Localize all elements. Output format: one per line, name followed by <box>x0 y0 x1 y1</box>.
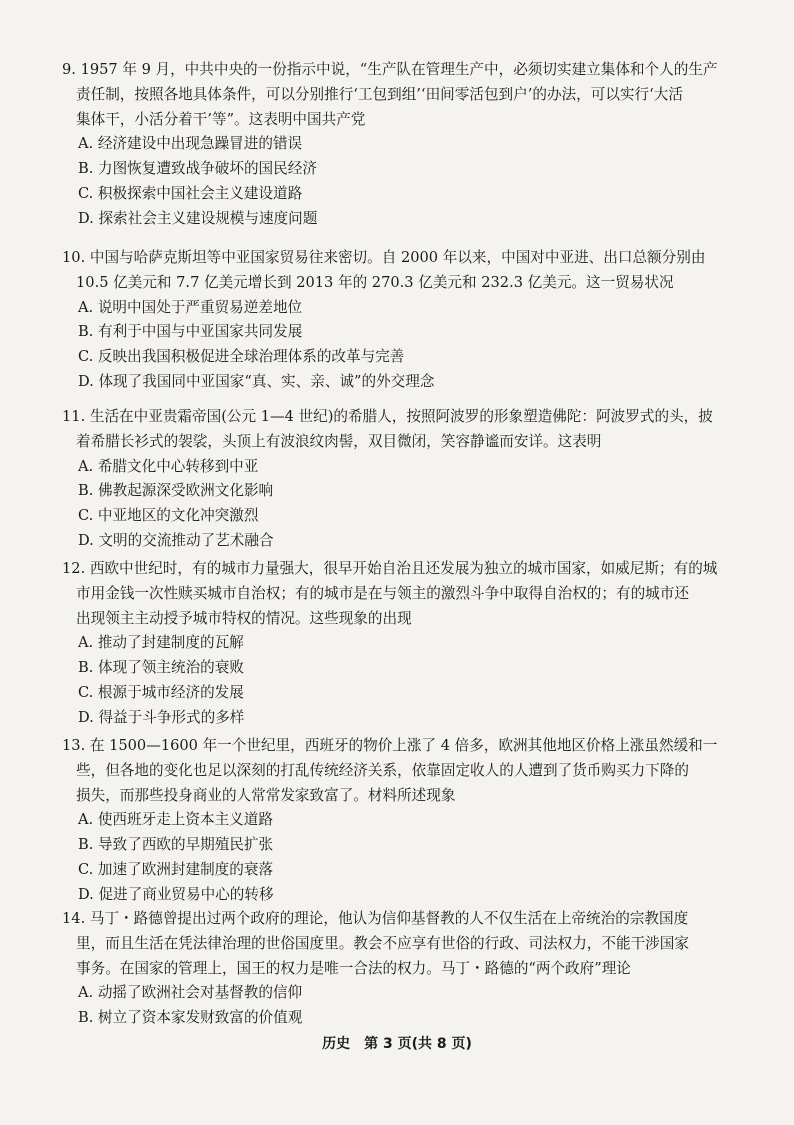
question-stem <box>62 405 762 455</box>
stem-line: 责任制，按照各地具体条件，可以分别推行‘工包到组’‘田间零活包到户’的办法，可以实行‘大活 <box>76 85 683 103</box>
question-stem <box>62 557 762 631</box>
option-d[interactable]: D. 文明的交流推动了艺术融合 <box>78 531 274 549</box>
question-stem <box>62 734 762 808</box>
stem-line: 13. 在 1500—1600 年一个世纪里，西班牙的物价上涨了 4 倍多，欧洲其他地区价格上涨虽然缓和一 <box>62 737 718 754</box>
stem-line: 市用金钱一次性赎买城市自治权；有的城市是在与领主的激烈斗争中取得自治权的；有的城市还 <box>76 584 689 602</box>
option-b[interactable]: B. 力图恢复遭致战争破坏的国民经济 <box>78 160 317 178</box>
stem-line: 着希腊长衫式的袈裟，头顶上有波浪纹肉髻，双目微闭，笑容静谧而安详。这表明 <box>76 432 602 450</box>
stem-line: 10.5 亿美元和 7.7 亿美元增长到 2013 年的 270.3 亿美元和 232.3 亿美元。这一贸易状况 <box>76 273 674 291</box>
option-b[interactable]: B. 有利于中国与中亚国家共同发展 <box>78 323 303 341</box>
stem-line: 11. 生活在中亚贵霜帝国(公元 1—4 世纪)的希腊人，按照阿波罗的形象塑造佛陀：阿波罗式的头，披 <box>62 408 713 425</box>
option-c[interactable]: C. 积极探索中国社会主义建设道路 <box>78 184 303 202</box>
stem-line: 些，但各地的变化也足以深刻的打乱传统经济关系，依靠固定收人的人遭到了货币购买力下降的 <box>76 761 689 779</box>
option-c[interactable]: C. 中亚地区的文化冲突激烈 <box>78 507 259 525</box>
question-9 <box>62 58 762 232</box>
question-13 <box>62 734 762 908</box>
option-c[interactable]: C. 加速了欧洲封建制度的衰落 <box>78 860 274 878</box>
option-d[interactable]: D. 促进了商业贸易中心的转移 <box>78 885 274 903</box>
page-footer: 历史 第 3 页(共 8 页) <box>322 1036 472 1052</box>
question-stem <box>62 907 762 981</box>
question-10 <box>62 246 762 395</box>
option-a[interactable]: A. 经济建设中出现急躁冒进的错误 <box>78 135 303 153</box>
stem-line: 9. 1957 年 9 月，中共中央的一份指示中说，“生产队在管理生产中，必须切实建立集体和个人的生产 <box>62 61 718 78</box>
option-b[interactable]: B. 树立了资本家发财致富的价值观 <box>78 1009 303 1027</box>
option-b[interactable]: B. 佛教起源深受欧洲文化影响 <box>78 482 274 500</box>
question-11 <box>62 405 762 554</box>
option-d[interactable]: D. 得益于斗争形式的多样 <box>78 708 245 726</box>
option-a[interactable]: A. 推动了封建制度的瓦解 <box>78 634 244 652</box>
option-d[interactable]: D. 体现了我国同中亚国家“真、实、亲、诚”的外交理念 <box>78 372 435 390</box>
option-d[interactable]: D. 探索社会主义建设规模与速度问题 <box>78 209 318 227</box>
stem-line: 损失，而那些投身商业的人常常发家致富了。材料所述现象 <box>76 786 456 804</box>
stem-line: 出现领主主动授予城市特权的情况。这些现象的出现 <box>76 609 412 627</box>
option-a[interactable]: A. 希腊文化中心转移到中亚 <box>78 457 259 475</box>
question-12 <box>62 557 762 731</box>
option-c[interactable]: C. 根源于城市经济的发展 <box>78 683 244 701</box>
question-stem <box>62 58 762 132</box>
question-stem <box>62 246 762 296</box>
stem-line: 12. 西欧中世纪时，有的城市力量强大，很早开始自治且还发展为独立的城市国家，如威尼斯；有的城 <box>62 560 718 577</box>
option-c[interactable]: C. 反映出我国积极促进全球治理体系的改革与完善 <box>78 348 405 366</box>
option-a[interactable]: A. 使西班牙走上资本主义道路 <box>78 811 273 829</box>
question-14 <box>62 907 762 1031</box>
stem-line: 事务。在国家的管理上，国王的权力是唯一合法的权力。马丁・路德的“两个政府”理论 <box>76 959 631 977</box>
stem-line: 集体干，小活分着干’等”。这表明中国共产党 <box>76 110 366 128</box>
option-b[interactable]: B. 体现了领主统治的衰败 <box>78 659 244 677</box>
stem-line: 里，而且生活在凭法律治理的世俗国度里。教会不应享有世俗的行政、司法权力，不能干涉国家 <box>76 934 689 952</box>
option-a[interactable]: A. 说明中国处于严重贸易逆差地位 <box>78 298 303 316</box>
stem-line: 10. 中国与哈萨克斯坦等中亚国家贸易往来密切。自 2000 年以来，中国对中亚进、出口总额分别由 <box>62 249 706 266</box>
option-b[interactable]: B. 导致了西欧的早期殖民扩张 <box>78 836 274 854</box>
stem-line: 14. 马丁・路德曾提出过两个政府的理论，他认为信仰基督教的人不仅生活在上帝统治的宗教国度 <box>62 910 689 927</box>
option-a[interactable]: A. 动摇了欧洲社会对基督教的信仰 <box>78 984 303 1002</box>
